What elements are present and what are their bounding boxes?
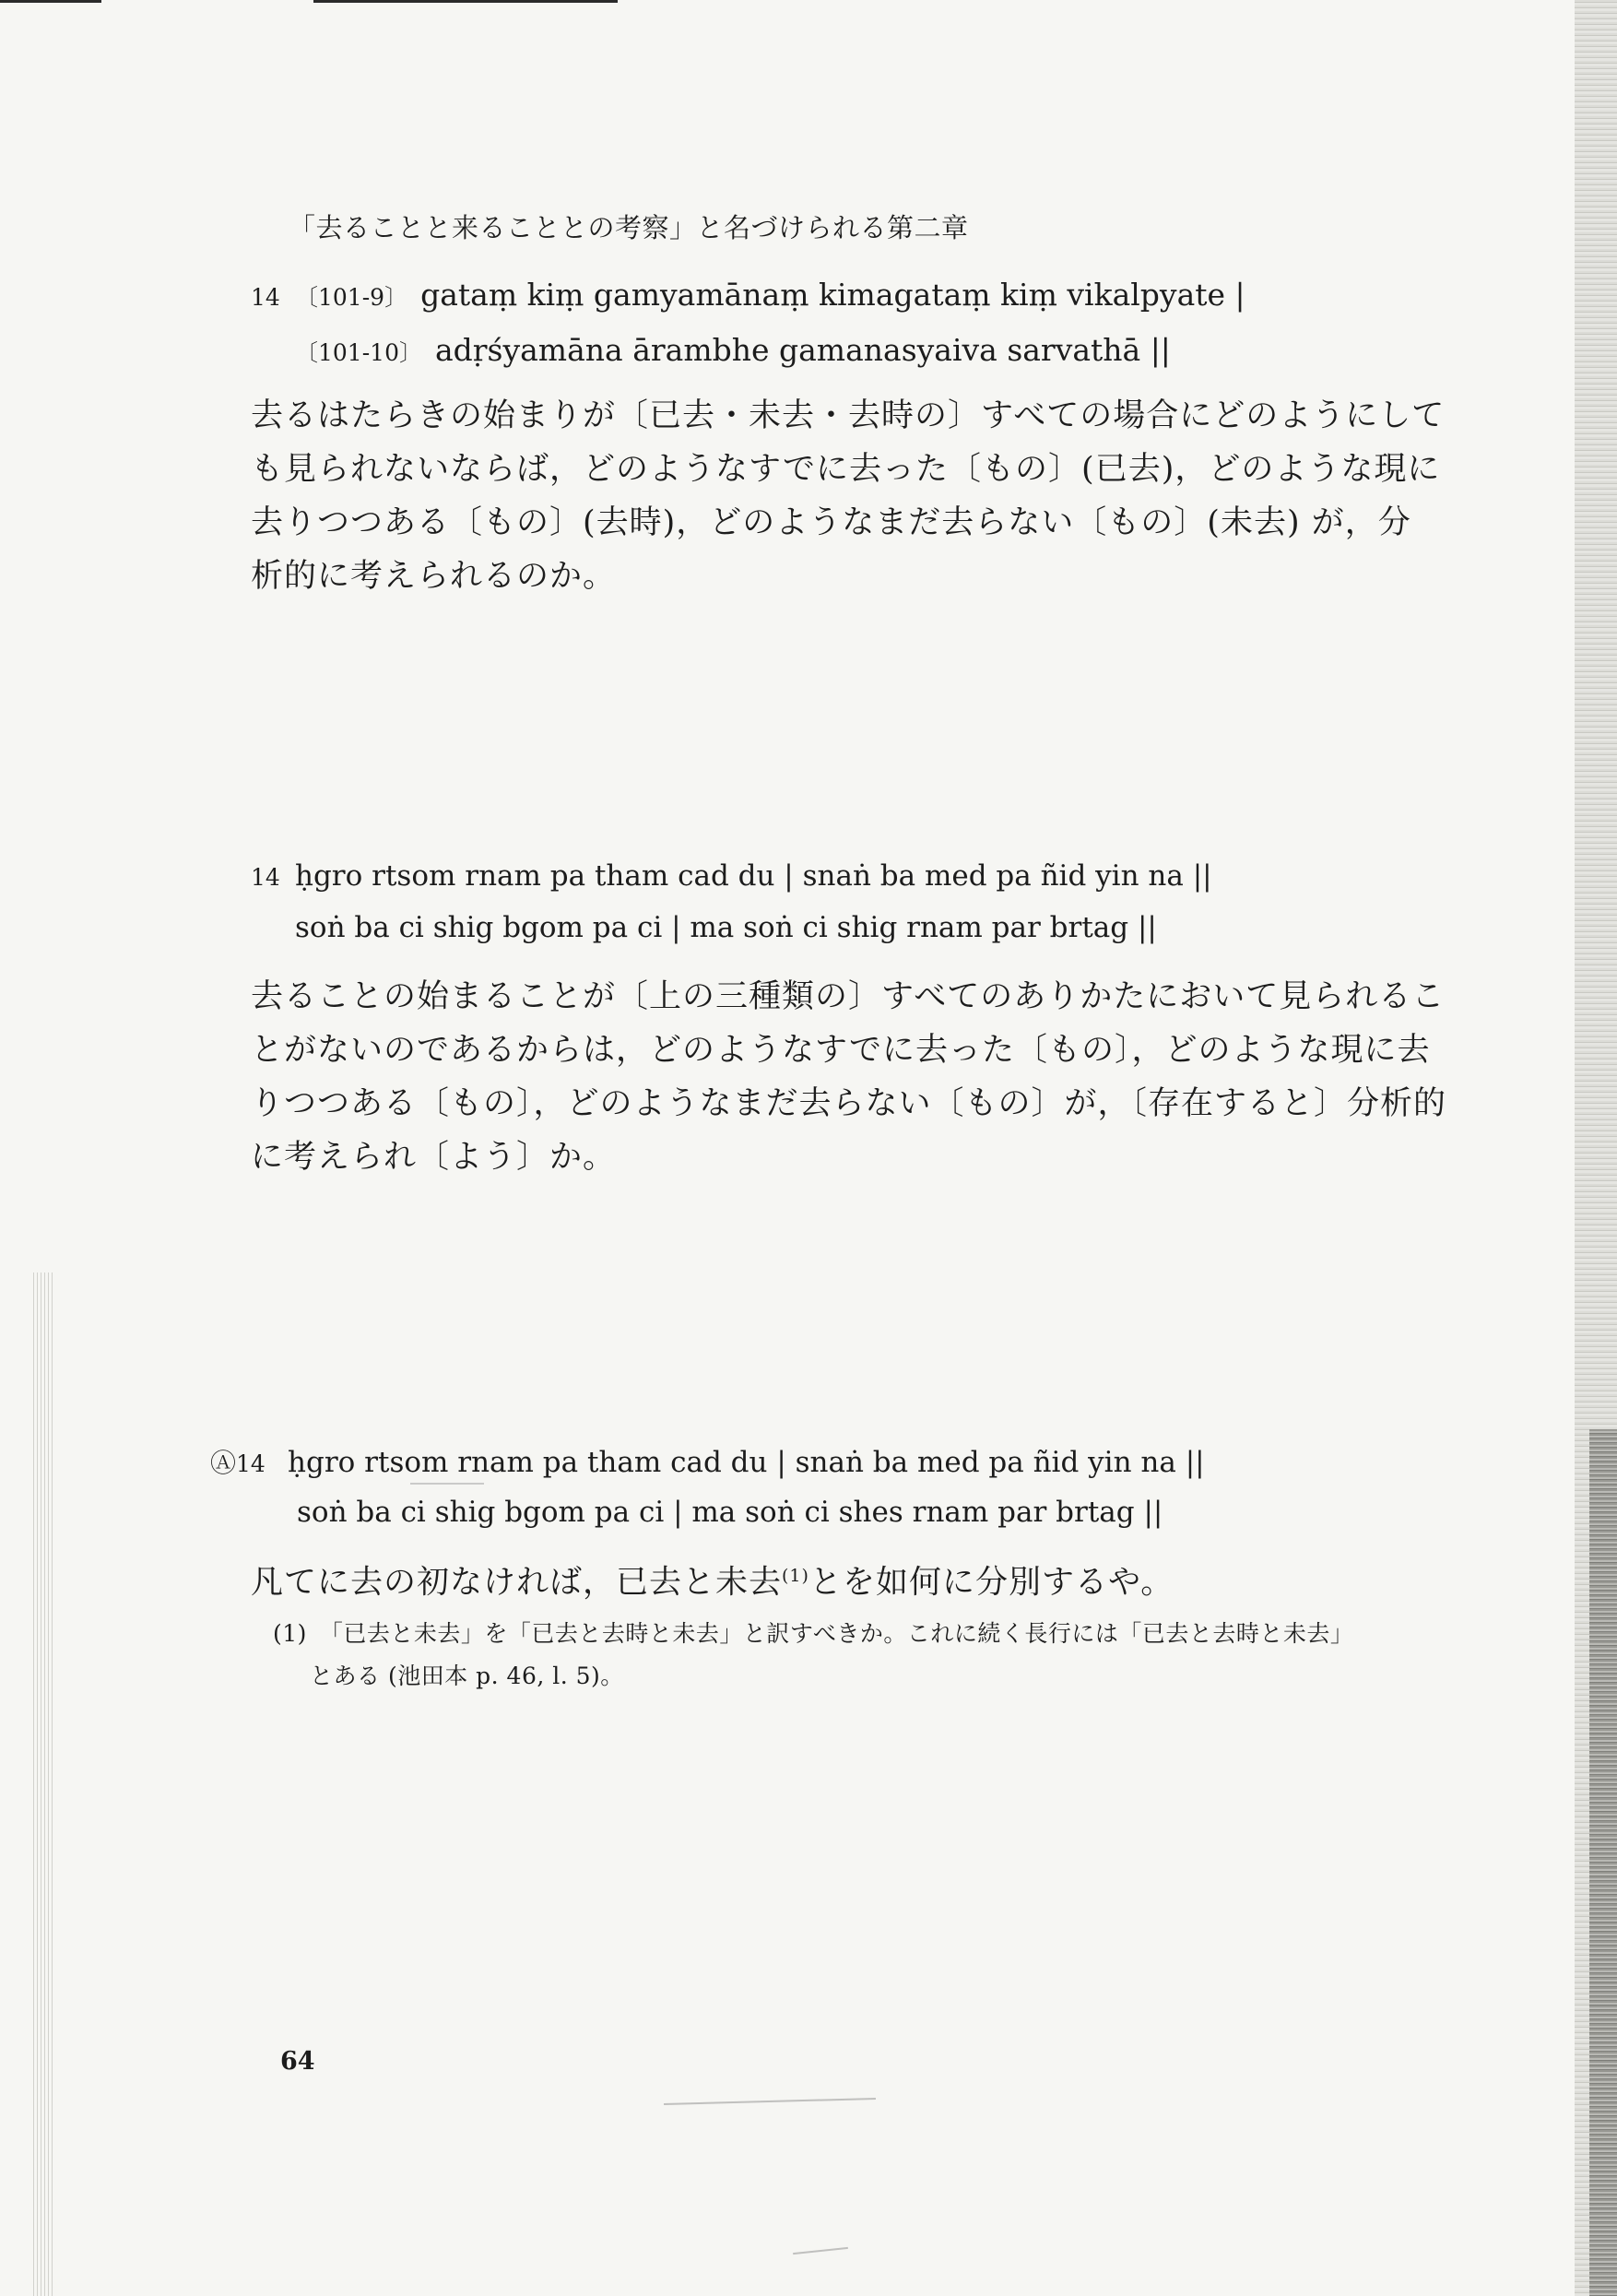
verse-text: soṅ ba ci shig bgom pa ci | ma soṅ ci shes rnam par brtag || (297, 1496, 1163, 1529)
tibetan-verse-line-1 (251, 859, 1212, 893)
sanskrit-verse-line-2 (295, 332, 1171, 368)
translation-line: 析的に考えられるのか。 (251, 558, 617, 595)
tibetan-verse-line-2 (295, 911, 1157, 944)
verse-reference: 〔101-9〕 (295, 284, 408, 311)
footnote-text: 「已去と未去」を「已去と去時と未去」と訳すべきか。これに続く長行には「已去と去時と未去」 (319, 1620, 1354, 1647)
commentary-marker: Ⓐ (210, 1448, 237, 1478)
translation-line (251, 1549, 1464, 1610)
footnote-line-2 (310, 1658, 624, 1691)
translation-line: に考えられ〔よう〕か。 (251, 1139, 617, 1176)
commentary-verse-line-2 (297, 1496, 1163, 1529)
translation-line: も見られないならば，どのようなすでに去った〔もの〕(已去)，どのような現に (251, 451, 1441, 488)
sanskrit-translation (251, 389, 1464, 603)
footnote-text: とある (池田本 p. 46, l. 5)。 (310, 1663, 624, 1689)
commentary-translation (251, 1549, 1464, 1610)
footnote-line-1 (273, 1615, 1353, 1649)
page-number: 64 (280, 2047, 315, 2076)
verse-number: 14 (251, 284, 280, 311)
verse-text: ḥgro rtsom rnam pa tham cad du | snaṅ ba med pa ñid yin na || (288, 1446, 1205, 1479)
translation-line: とがないのであるからは，どのようなすでに去った〔もの〕，どのような現に去 (251, 1032, 1431, 1069)
scan-artifact-underline (410, 1483, 484, 1485)
translation-line: 去るはたらきの始まりが〔已去・未去・去時の〕すべての場合にどのようにして (251, 397, 1446, 434)
sanskrit-verse-line-1 (251, 277, 1245, 313)
footnote-reference: (1) (782, 1566, 809, 1586)
verse-text: gataṃ kiṃ gamyamānaṃ kimagataṃ kiṃ vikalpyate | (420, 277, 1245, 313)
translation-line: りつつある〔もの〕，どのようなまだ去らない〔もの〕が，〔存在すると〕分析的 (251, 1085, 1447, 1122)
scan-artifact-smudge (793, 2247, 848, 2255)
verse-text: adṛśyamāna ārambhe gamanasyaiva sarvathā || (434, 332, 1171, 368)
footnote-label: (1) (273, 1620, 307, 1647)
translation-line: 去りつつある〔もの〕(去時)，どのようなまだ去らない〔もの〕(未去) が，分 (251, 504, 1411, 541)
chapter-title: 「去ることと来ることとの考察」と名づけられる第二章 (289, 212, 969, 243)
verse-number: 14 (251, 864, 280, 891)
scan-artifact-right-edge-dark (1589, 1429, 1617, 2296)
verse-number: 14 (236, 1450, 266, 1477)
tibetan-translation (251, 970, 1464, 1184)
translation-text: とを如何に分別するや。 (808, 1564, 1174, 1602)
scan-artifact-top-line-left (0, 0, 101, 3)
verse-text: soṅ ba ci shig bgom pa ci | ma soṅ ci shig rnam par brtag || (295, 911, 1157, 944)
translation-line: 去ることの始まることが〔上の三種類の〕すべてのありかたにおいて見られるこ (251, 978, 1446, 1015)
scan-artifact-left-edge (33, 1272, 55, 2296)
verse-reference: 〔101-10〕 (295, 339, 422, 366)
verse-text: ḥgro rtsom rnam pa tham cad du | snaṅ ba med pa ñid yin na || (295, 859, 1212, 893)
translation-text: 凡てに去の初なければ，已去と未去 (251, 1564, 783, 1602)
scan-artifact-smudge (664, 2098, 876, 2105)
scan-artifact-top-line-mid (313, 0, 618, 3)
commentary-verse-line-1 (210, 1443, 1205, 1480)
